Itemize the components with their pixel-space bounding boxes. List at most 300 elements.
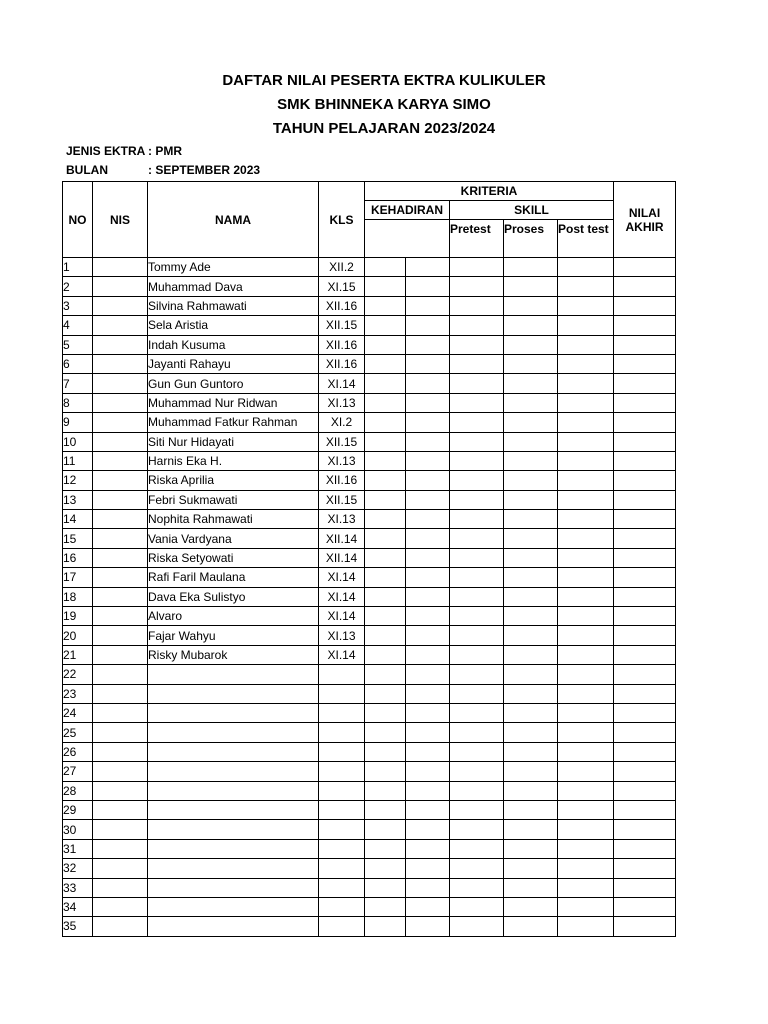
row-nis xyxy=(93,374,148,393)
header-kriteria: KRITERIA xyxy=(365,182,614,201)
row-nama: Jayanti Rahayu xyxy=(148,354,319,373)
row-nis xyxy=(93,665,148,684)
row-post-test xyxy=(558,897,614,916)
row-kls: XII.2 xyxy=(319,258,365,277)
row-pretest xyxy=(450,316,504,335)
row-kls: XII.16 xyxy=(319,335,365,354)
row-kls xyxy=(319,839,365,858)
row-nilai-akhir xyxy=(614,684,676,703)
row-proses xyxy=(504,917,558,936)
row-kehadiran-1 xyxy=(365,800,406,819)
row-kehadiran-1 xyxy=(365,277,406,296)
row-post-test xyxy=(558,296,614,315)
row-proses xyxy=(504,335,558,354)
row-nis xyxy=(93,258,148,277)
row-nama xyxy=(148,742,319,761)
row-pretest xyxy=(450,548,504,567)
row-nis xyxy=(93,839,148,858)
row-nis xyxy=(93,917,148,936)
row-pretest xyxy=(450,742,504,761)
row-kls: XII.14 xyxy=(319,529,365,548)
bulan-label: BULAN xyxy=(66,163,108,177)
row-post-test xyxy=(558,684,614,703)
row-post-test xyxy=(558,645,614,664)
row-nilai-akhir xyxy=(614,762,676,781)
table-row xyxy=(63,471,676,490)
row-proses xyxy=(504,316,558,335)
row-nis xyxy=(93,703,148,722)
row-proses xyxy=(504,258,558,277)
row-nilai-akhir xyxy=(614,490,676,509)
row-kls: XI.13 xyxy=(319,451,365,470)
row-no: 10 xyxy=(63,432,93,451)
row-kehadiran-1 xyxy=(365,258,406,277)
row-pretest xyxy=(450,335,504,354)
row-pretest xyxy=(450,820,504,839)
row-post-test xyxy=(558,335,614,354)
row-nis xyxy=(93,432,148,451)
row-no: 31 xyxy=(63,839,93,858)
table-row xyxy=(63,607,676,626)
row-nis xyxy=(93,393,148,412)
row-kehadiran-2 xyxy=(406,820,450,839)
row-kehadiran-2 xyxy=(406,529,450,548)
row-nis xyxy=(93,490,148,509)
row-proses xyxy=(504,490,558,509)
row-kls: XI.14 xyxy=(319,587,365,606)
row-post-test xyxy=(558,258,614,277)
row-nama xyxy=(148,762,319,781)
row-pretest xyxy=(450,897,504,916)
row-pretest xyxy=(450,277,504,296)
title-line-1: DAFTAR NILAI PESERTA EKTRA KULIKULER xyxy=(222,72,546,89)
header-kehadiran: KEHADIRAN xyxy=(365,201,450,220)
row-nilai-akhir xyxy=(614,626,676,645)
table-row xyxy=(63,413,676,432)
row-nama: Riska Setyowati xyxy=(148,548,319,567)
row-no: 27 xyxy=(63,762,93,781)
row-nis xyxy=(93,529,148,548)
row-nama xyxy=(148,723,319,742)
row-nilai-akhir xyxy=(614,723,676,742)
row-pretest xyxy=(450,451,504,470)
row-nilai-akhir xyxy=(614,742,676,761)
row-kehadiran-1 xyxy=(365,354,406,373)
row-post-test xyxy=(558,820,614,839)
row-pretest xyxy=(450,607,504,626)
row-nilai-akhir xyxy=(614,451,676,470)
row-no: 22 xyxy=(63,665,93,684)
row-kehadiran-2 xyxy=(406,781,450,800)
row-post-test xyxy=(558,413,614,432)
row-kehadiran-2 xyxy=(406,878,450,897)
row-nis xyxy=(93,762,148,781)
row-kls: XI.13 xyxy=(319,510,365,529)
row-proses xyxy=(504,277,558,296)
row-kls xyxy=(319,820,365,839)
row-kehadiran-1 xyxy=(365,897,406,916)
table-row xyxy=(63,316,676,335)
row-no: 17 xyxy=(63,568,93,587)
table-row xyxy=(63,645,676,664)
row-kehadiran-2 xyxy=(406,354,450,373)
row-kls xyxy=(319,859,365,878)
row-post-test xyxy=(558,432,614,451)
row-no: 3 xyxy=(63,296,93,315)
row-proses xyxy=(504,413,558,432)
row-kehadiran-2 xyxy=(406,277,450,296)
table-row xyxy=(63,839,676,858)
row-kls xyxy=(319,742,365,761)
table-row xyxy=(63,451,676,470)
row-kls: XII.15 xyxy=(319,432,365,451)
row-kehadiran-1 xyxy=(365,839,406,858)
row-kehadiran-1 xyxy=(365,316,406,335)
row-proses xyxy=(504,762,558,781)
table-row xyxy=(63,723,676,742)
row-post-test xyxy=(558,800,614,819)
row-kehadiran-2 xyxy=(406,374,450,393)
row-kehadiran-1 xyxy=(365,451,406,470)
row-nama: Sela Aristia xyxy=(148,316,319,335)
table-row xyxy=(63,393,676,412)
row-nilai-akhir xyxy=(614,354,676,373)
row-nis xyxy=(93,820,148,839)
row-kehadiran-1 xyxy=(365,820,406,839)
table-row xyxy=(63,296,676,315)
row-nama: Muhammad Nur Ridwan xyxy=(148,393,319,412)
row-pretest xyxy=(450,510,504,529)
row-proses xyxy=(504,897,558,916)
row-kls xyxy=(319,665,365,684)
row-kls: XI.2 xyxy=(319,413,365,432)
row-post-test xyxy=(558,878,614,897)
row-kls: XI.14 xyxy=(319,645,365,664)
row-no: 1 xyxy=(63,258,93,277)
row-proses xyxy=(504,393,558,412)
row-kehadiran-2 xyxy=(406,568,450,587)
row-post-test xyxy=(558,277,614,296)
row-post-test xyxy=(558,374,614,393)
row-nilai-akhir xyxy=(614,413,676,432)
row-kehadiran-1 xyxy=(365,626,406,645)
row-proses xyxy=(504,742,558,761)
row-post-test xyxy=(558,762,614,781)
row-no: 15 xyxy=(63,529,93,548)
row-kls xyxy=(319,684,365,703)
row-post-test xyxy=(558,859,614,878)
row-kehadiran-2 xyxy=(406,839,450,858)
row-kehadiran-2 xyxy=(406,471,450,490)
row-nilai-akhir xyxy=(614,665,676,684)
row-kehadiran-1 xyxy=(365,374,406,393)
row-kls xyxy=(319,703,365,722)
row-no: 26 xyxy=(63,742,93,761)
row-kehadiran-1 xyxy=(365,742,406,761)
row-proses xyxy=(504,684,558,703)
row-kls: XII.16 xyxy=(319,296,365,315)
table-row xyxy=(63,820,676,839)
row-kehadiran-1 xyxy=(365,393,406,412)
header-no: NO xyxy=(63,182,93,258)
row-nis xyxy=(93,413,148,432)
row-pretest xyxy=(450,917,504,936)
row-kls: XII.15 xyxy=(319,490,365,509)
row-nis xyxy=(93,510,148,529)
row-no: 19 xyxy=(63,607,93,626)
row-kehadiran-1 xyxy=(365,781,406,800)
score-table xyxy=(62,181,676,937)
row-nama xyxy=(148,820,319,839)
row-pretest xyxy=(450,529,504,548)
info-bulan xyxy=(66,163,260,177)
header-kehadiran-blank xyxy=(365,220,450,258)
row-kls xyxy=(319,762,365,781)
row-no: 4 xyxy=(63,316,93,335)
table-row xyxy=(63,354,676,373)
row-pretest xyxy=(450,723,504,742)
row-post-test xyxy=(558,316,614,335)
row-kehadiran-2 xyxy=(406,703,450,722)
row-proses xyxy=(504,703,558,722)
row-pretest xyxy=(450,471,504,490)
table-row xyxy=(63,781,676,800)
row-no: 7 xyxy=(63,374,93,393)
row-kehadiran-2 xyxy=(406,548,450,567)
table-row xyxy=(63,859,676,878)
table-row xyxy=(63,548,676,567)
row-kehadiran-2 xyxy=(406,316,450,335)
row-proses xyxy=(504,839,558,858)
row-kls xyxy=(319,878,365,897)
row-nama: Tommy Ade xyxy=(148,258,319,277)
row-proses xyxy=(504,548,558,567)
row-kls xyxy=(319,897,365,916)
row-kehadiran-2 xyxy=(406,296,450,315)
row-nilai-akhir xyxy=(614,277,676,296)
row-pretest xyxy=(450,684,504,703)
row-kehadiran-2 xyxy=(406,335,450,354)
row-kehadiran-1 xyxy=(365,665,406,684)
row-nis xyxy=(93,277,148,296)
row-pretest xyxy=(450,393,504,412)
row-kehadiran-2 xyxy=(406,626,450,645)
row-nilai-akhir xyxy=(614,529,676,548)
row-pretest xyxy=(450,568,504,587)
row-nis xyxy=(93,607,148,626)
row-nama: Gun Gun Guntoro xyxy=(148,374,319,393)
row-proses xyxy=(504,471,558,490)
row-proses xyxy=(504,878,558,897)
row-nis xyxy=(93,626,148,645)
row-pretest xyxy=(450,296,504,315)
table-row xyxy=(63,762,676,781)
table-row xyxy=(63,587,676,606)
row-pretest xyxy=(450,413,504,432)
row-proses xyxy=(504,432,558,451)
row-nilai-akhir xyxy=(614,335,676,354)
row-nis xyxy=(93,568,148,587)
row-post-test xyxy=(558,393,614,412)
header-nilai-akhir: NILAI AKHIR xyxy=(614,182,676,258)
row-nis xyxy=(93,296,148,315)
row-nama xyxy=(148,897,319,916)
row-no: 8 xyxy=(63,393,93,412)
table-row xyxy=(63,665,676,684)
row-nis xyxy=(93,548,148,567)
row-kehadiran-2 xyxy=(406,665,450,684)
row-nilai-akhir xyxy=(614,917,676,936)
row-no: 25 xyxy=(63,723,93,742)
row-nis xyxy=(93,684,148,703)
row-nilai-akhir xyxy=(614,839,676,858)
row-post-test xyxy=(558,529,614,548)
row-nilai-akhir xyxy=(614,296,676,315)
row-nis xyxy=(93,471,148,490)
row-nilai-akhir xyxy=(614,568,676,587)
row-proses xyxy=(504,665,558,684)
header-post-test: Post test xyxy=(558,220,614,258)
row-no: 24 xyxy=(63,703,93,722)
header-proses: Proses xyxy=(504,220,558,258)
row-kls: XI.14 xyxy=(319,607,365,626)
row-post-test xyxy=(558,917,614,936)
row-kls: XI.14 xyxy=(319,374,365,393)
row-kehadiran-1 xyxy=(365,510,406,529)
row-nis xyxy=(93,316,148,335)
row-nama xyxy=(148,781,319,800)
row-kehadiran-1 xyxy=(365,645,406,664)
table-row xyxy=(63,626,676,645)
row-no: 32 xyxy=(63,859,93,878)
row-post-test xyxy=(558,548,614,567)
row-no: 33 xyxy=(63,878,93,897)
row-post-test xyxy=(558,723,614,742)
row-nis xyxy=(93,451,148,470)
row-kehadiran-1 xyxy=(365,413,406,432)
row-proses xyxy=(504,354,558,373)
row-kehadiran-1 xyxy=(365,684,406,703)
row-proses xyxy=(504,645,558,664)
row-kehadiran-2 xyxy=(406,684,450,703)
row-kehadiran-1 xyxy=(365,607,406,626)
row-nama xyxy=(148,684,319,703)
row-nama xyxy=(148,703,319,722)
row-post-test xyxy=(558,490,614,509)
row-kehadiran-1 xyxy=(365,917,406,936)
row-nama xyxy=(148,917,319,936)
row-kehadiran-2 xyxy=(406,762,450,781)
row-kehadiran-2 xyxy=(406,800,450,819)
row-nama: Riska Aprilia xyxy=(148,471,319,490)
row-pretest xyxy=(450,800,504,819)
row-nilai-akhir xyxy=(614,897,676,916)
row-pretest xyxy=(450,354,504,373)
row-nilai-akhir xyxy=(614,374,676,393)
row-no: 20 xyxy=(63,626,93,645)
row-kehadiran-1 xyxy=(365,296,406,315)
header-skill: SKILL xyxy=(450,201,614,220)
row-post-test xyxy=(558,665,614,684)
row-pretest xyxy=(450,258,504,277)
row-nama: Indah Kusuma xyxy=(148,335,319,354)
row-proses xyxy=(504,529,558,548)
row-proses xyxy=(504,626,558,645)
row-pretest xyxy=(450,781,504,800)
row-pretest xyxy=(450,859,504,878)
row-no: 12 xyxy=(63,471,93,490)
row-nis xyxy=(93,723,148,742)
row-nis xyxy=(93,742,148,761)
row-nis xyxy=(93,878,148,897)
row-post-test xyxy=(558,451,614,470)
title-line-3: TAHUN PELAJARAN 2023/2024 xyxy=(272,120,496,137)
row-nilai-akhir xyxy=(614,316,676,335)
row-kls: XI.15 xyxy=(319,277,365,296)
row-nama: Fajar Wahyu xyxy=(148,626,319,645)
row-nama: Dava Eka Sulistyo xyxy=(148,587,319,606)
row-nilai-akhir xyxy=(614,878,676,897)
table-row xyxy=(63,374,676,393)
row-proses xyxy=(504,820,558,839)
row-pretest xyxy=(450,878,504,897)
row-nama xyxy=(148,859,319,878)
row-nilai-akhir xyxy=(614,471,676,490)
header-nis: NIS xyxy=(93,182,148,258)
row-nama: Rafi Faril Maulana xyxy=(148,568,319,587)
row-no: 9 xyxy=(63,413,93,432)
row-kls: XI.13 xyxy=(319,393,365,412)
row-pretest xyxy=(450,703,504,722)
table-row xyxy=(63,800,676,819)
table-row xyxy=(63,568,676,587)
row-no: 35 xyxy=(63,917,93,936)
row-nilai-akhir xyxy=(614,645,676,664)
row-post-test xyxy=(558,471,614,490)
row-nis xyxy=(93,587,148,606)
row-pretest xyxy=(450,645,504,664)
row-kehadiran-1 xyxy=(365,703,406,722)
row-no: 23 xyxy=(63,684,93,703)
row-kehadiran-1 xyxy=(365,587,406,606)
row-no: 16 xyxy=(63,548,93,567)
row-pretest xyxy=(450,490,504,509)
row-kehadiran-1 xyxy=(365,568,406,587)
row-pretest xyxy=(450,665,504,684)
row-proses xyxy=(504,510,558,529)
row-no: 18 xyxy=(63,587,93,606)
row-proses xyxy=(504,781,558,800)
row-kehadiran-2 xyxy=(406,859,450,878)
row-nilai-akhir xyxy=(614,820,676,839)
row-proses xyxy=(504,296,558,315)
jenis-ektra-value: : PMR xyxy=(148,144,182,158)
row-kehadiran-1 xyxy=(365,335,406,354)
row-post-test xyxy=(558,568,614,587)
table-row xyxy=(63,277,676,296)
row-no: 21 xyxy=(63,645,93,664)
row-kehadiran-2 xyxy=(406,607,450,626)
header-nama: NAMA xyxy=(148,182,319,258)
row-post-test xyxy=(558,626,614,645)
row-kehadiran-1 xyxy=(365,529,406,548)
row-pretest xyxy=(450,587,504,606)
row-post-test xyxy=(558,587,614,606)
row-nis xyxy=(93,800,148,819)
row-post-test xyxy=(558,781,614,800)
row-nis xyxy=(93,354,148,373)
table-row xyxy=(63,742,676,761)
